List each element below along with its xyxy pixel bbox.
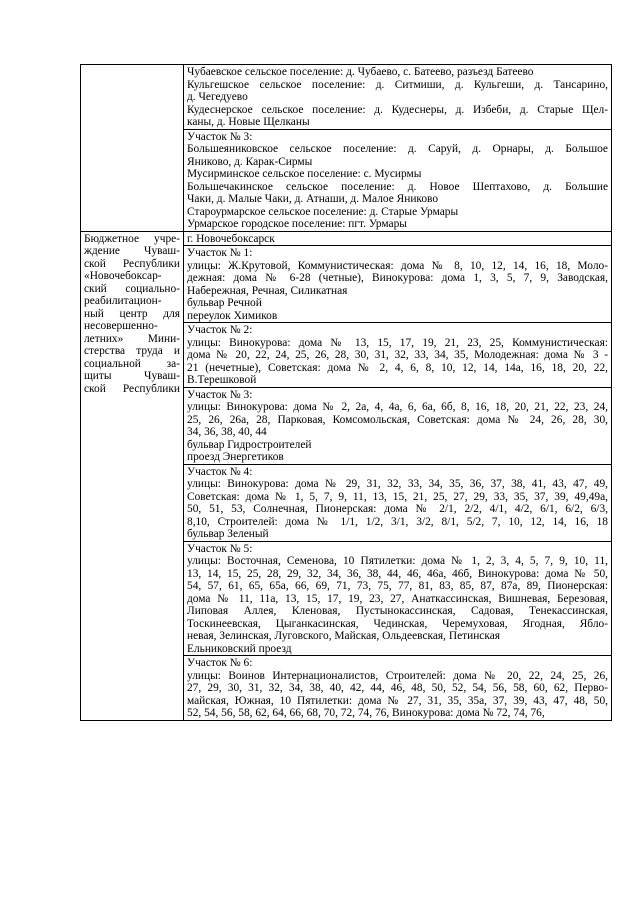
territory-line: бульвар Гидростроителей bbox=[187, 438, 312, 451]
territory-line: Участок № 5: bbox=[187, 542, 253, 555]
territory-line: 27, 29, 30, 31, 32, 34, 38, 40, 42, 44, 46, 48, 50, 52, 54, 56, 58, 60, 62, Перво- bbox=[187, 682, 608, 694]
territory-line: Тоскинеевская, Цыганкасинская, Чединская, Черемуховая, Ягодная, Ябло- bbox=[187, 617, 608, 630]
organization-cell bbox=[81, 65, 184, 232]
organization-line: летних» Мини- bbox=[84, 332, 180, 345]
organization-line: ской Республики bbox=[84, 257, 180, 270]
territory-line: 25, 26, 26а, 28, Парковая, Комсомольская, Советская: дома № 24, 26, 28, 30, bbox=[187, 413, 608, 426]
territory-line: Яниково, д. Карак-Сирмы bbox=[187, 155, 313, 168]
organization-line: реабилитацион- bbox=[84, 295, 162, 307]
document-table-body bbox=[81, 65, 612, 721]
territory-line: Урмарское городское поселение: пгт. Урмары bbox=[187, 218, 407, 230]
territory-cell bbox=[184, 129, 612, 231]
territory-line: Кульгешское сельское поселение: д. Ситмиши, д. Кульгеши, д. Тансарино, bbox=[187, 78, 608, 91]
table-row bbox=[81, 231, 612, 246]
territory-line: Мусирминское сельское поселение: с. Мусирмы bbox=[187, 168, 422, 180]
territory-line: Участок № 2: bbox=[187, 324, 253, 336]
territory-line: 8,10, Строителей: дома № 1/1, 1/2, 3/1, 3/2, 8/1, 5/2, 7, 10, 12, 14, 16, 18 bbox=[187, 515, 608, 528]
territory-cell bbox=[184, 246, 612, 323]
territory-line: проезд Энергетиков bbox=[187, 451, 284, 463]
territory-line: Чубаевское сельское поселение: д. Чубаево, с. Батеево, разъезд Батеево bbox=[187, 66, 534, 78]
organization-line: несовершенно- bbox=[84, 320, 158, 332]
territory-line: д. Чегедуево bbox=[187, 91, 248, 103]
territory-line: Советская: дома № 1, 5, 7, 9, 11, 13, 15, 21, 25, 27, 29, 33, 35, 37, 39, 49,49а, bbox=[187, 490, 608, 503]
organization-line: Бюджетное учре- bbox=[84, 232, 180, 245]
territory-line: Большечакинское сельское поселение: д. Новое Шептахово, д. Большие bbox=[187, 180, 608, 193]
organization-cell bbox=[81, 231, 184, 720]
territory-line: улицы: Ж.Крутовой, Коммунистическая: дома № 8, 10, 12, 14, 16, 18, Моло- bbox=[187, 259, 608, 272]
territory-line: 50, 51, 53, Солнечная, Пионерская: дома № 2/1, 2/2, 4/1, 4/2, 6/1, 6/2, 6/3, bbox=[187, 503, 608, 515]
territory-line: 52, 54, 56, 58, 62, 64, 66, 68, 70, 72, 74, 76, Винокурова: дома № 72, 74, 76, bbox=[187, 707, 545, 719]
territory-line: Ельниковский проезд bbox=[187, 642, 292, 655]
territory-line: улицы: Винокурова: дома № 2, 2а, 4, 4а, 6, 6а, 6б, 8, 16, 18, 20, 21, 22, 23, 24, bbox=[187, 401, 608, 413]
organization-line: ный центр для bbox=[84, 307, 180, 320]
territory-cell bbox=[184, 387, 612, 464]
organization-line: ский социально- bbox=[84, 282, 180, 295]
document-table bbox=[80, 64, 612, 721]
territory-line: дома № 20, 22, 24, 25, 26, 28, 30, 31, 32, 33, 34, 35, Молодежная: дома № 3 - bbox=[187, 349, 608, 361]
territory-line: Участок № 1: bbox=[187, 247, 253, 259]
territory-line: Участок № 4: bbox=[187, 465, 253, 478]
territory-line: улицы: Винокурова: дома № 13, 15, 17, 19, 21, 23, 25, Коммунистическая: bbox=[187, 336, 608, 349]
territory-line: 13, 14, 15, 25, 28, 29, 32, 34, 36, 38, 44, 46, 46а, 46б, Винокурова: дома № 50, bbox=[187, 567, 608, 580]
territory-line: 34, 36, 38, 40, 44 bbox=[187, 426, 267, 438]
territory-line: Кудеснерское сельское поселение: д. Кудеснеры, д. Избеби, д. Старые Щел- bbox=[187, 103, 608, 116]
territory-cell bbox=[184, 323, 612, 388]
organization-line: социальной за- bbox=[84, 357, 180, 370]
territory-line: г. Новочебоксарск bbox=[187, 232, 275, 245]
territory-line: бульвар Зеленый bbox=[187, 528, 269, 540]
territory-line: В.Терешковой bbox=[187, 374, 257, 386]
territory-cell bbox=[184, 464, 612, 541]
territory-cell bbox=[184, 65, 612, 130]
territory-line: 54, 57, 61, 65, 65а, 66, 69, 71, 73, 75, 77, 81, 83, 85, 87, 87а, 89, Пионерская: bbox=[187, 580, 608, 592]
territory-line: майская, Южная, 10 Пятилетки: дома № 27, 31, 35, 35а, 37, 39, 43, 47, 48, 50, bbox=[187, 694, 608, 707]
territory-cell bbox=[184, 231, 612, 246]
territory-line: невая, Зелинская, Луговского, Майская, Ольдеевская, Петинская bbox=[187, 630, 501, 642]
territory-line: 21 (нечетные), Советская: дома № 2, 4, 6, 8, 10, 12, 14, 14а, 16, 18, 20, 22, bbox=[187, 361, 608, 374]
territory-cell bbox=[184, 541, 612, 656]
territory-line: каны, д. Новые Щелканы bbox=[187, 116, 310, 128]
organization-line: «Новочебоксар- bbox=[84, 270, 162, 282]
territory-line: улицы: Воинов Интернационалистов, Строителей: дома № 20, 22, 24, 25, 26, bbox=[187, 669, 608, 682]
territory-line: бульвар Речной bbox=[187, 297, 262, 309]
organization-line: стерства труда и bbox=[84, 345, 180, 357]
territory-line: Участок № 6: bbox=[187, 657, 253, 669]
organization-line: ской Республики bbox=[84, 382, 180, 395]
territory-line: Липовая Аллея, Кленовая, Пустынокассинская, Садовая, Тенекассинская, bbox=[187, 605, 608, 617]
territory-line: Староурмарское сельское поселение: д. Старые Урмары bbox=[187, 205, 459, 218]
territory-line: Участок № 3: bbox=[187, 130, 253, 143]
organization-line: ждение Чуваш- bbox=[84, 245, 180, 257]
territory-line: переулок Химиков bbox=[187, 309, 278, 322]
territory-line: Чаки, д. Малые Чаки, д. Атнаши, д. Малое Яниково bbox=[187, 193, 439, 205]
territory-line: Набережная, Речная, Силикатная bbox=[187, 284, 348, 297]
territory-line: Большеяниковское сельское поселение: д. Саруй, д. Орнары, д. Большое bbox=[187, 143, 608, 155]
territory-cell bbox=[184, 656, 612, 721]
territory-line: дома № 11, 11а, 13, 15, 17, 19, 23, 27, Анаткассинская, Вишневая, Березовая, bbox=[187, 592, 608, 605]
table-row bbox=[81, 65, 612, 130]
territory-line: улицы: Восточная, Семенова, 10 Пятилетки: дома № 1, 2, 3, 4, 5, 7, 9, 10, 11, bbox=[187, 555, 608, 567]
organization-line: щиты Чуваш- bbox=[84, 370, 180, 382]
territory-line: улицы: Винокурова: дома № 29, 31, 32, 33, 34, 35, 36, 37, 38, 41, 43, 47, 49, bbox=[187, 478, 608, 490]
territory-line: Участок № 3: bbox=[187, 388, 253, 401]
territory-line: дежная: дома № 6-28 (четные), Винокурова: дома 1, 3, 5, 7, 9, Заводская, bbox=[187, 272, 608, 284]
